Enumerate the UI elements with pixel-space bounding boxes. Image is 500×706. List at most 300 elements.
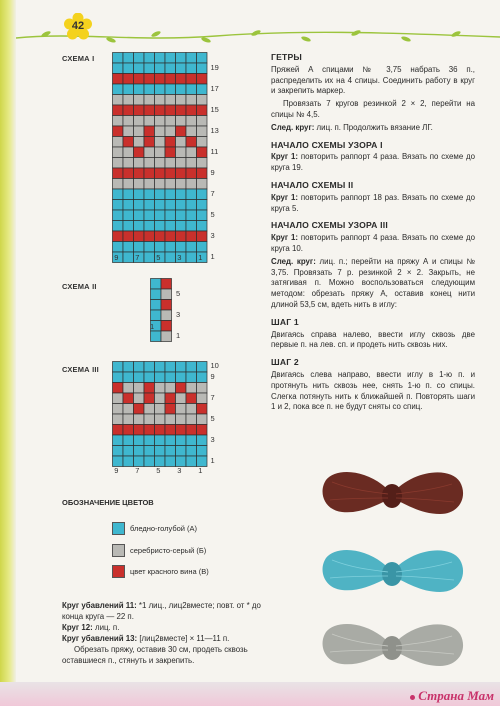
schema1-cell: [197, 200, 208, 211]
row-number: 3: [210, 434, 215, 444]
schema3-cell: [197, 425, 208, 436]
schema1-cell: [134, 74, 145, 85]
schema3-cell: [144, 362, 155, 373]
schema1-cell: [165, 158, 176, 169]
schema1-cell: [186, 231, 197, 242]
schema3-cell: [165, 435, 176, 446]
schema1-start-text: Круг 1: повторить раппорт 4 раза. Вязать по схеме до круга 19.: [271, 152, 475, 173]
schema1-cell: [144, 231, 155, 242]
schema1-cell: [113, 158, 124, 169]
schema1-cell: [134, 53, 145, 64]
schema1-cell: [134, 210, 145, 221]
schema3-cell: [155, 362, 166, 373]
step2-heading: ШАГ 2: [271, 357, 299, 368]
schema1-cell: [113, 242, 124, 253]
schema1-cell: [134, 221, 145, 232]
schema1-cell: [186, 179, 197, 190]
schema1-cell: [123, 242, 134, 253]
schema3-cell: [144, 456, 155, 467]
schema1-cell: [186, 200, 197, 211]
schema1-cell: [155, 137, 166, 148]
schema3-cell: [123, 372, 134, 383]
page-number: 42: [71, 20, 85, 32]
schema1-cell: [186, 242, 197, 253]
col-number: 9: [114, 253, 119, 262]
schema3-cell: [113, 435, 124, 446]
schema1-cell: [197, 63, 208, 74]
col-number: 3: [177, 253, 182, 262]
schema3-cell: [113, 414, 124, 425]
schema3-cell: [186, 383, 197, 394]
schema1-cell: [144, 210, 155, 221]
schema1-cell: [144, 147, 155, 158]
schema3-next-text: След. круг: лиц. п.; перейти на пряжу А и спицы № 3,75. Провязать 7 р. резинкой 2 × 2. Закрыть, не затягивая п. Можно воспользоваться следующим методом: обрезать пряжу А, оставив конец нити длиной 53,5 см, вдеть нить в иглу:: [271, 256, 475, 309]
schema3-cell: [155, 456, 166, 467]
schema1-cell: [113, 221, 124, 232]
schema3-cell: [113, 383, 124, 394]
book-page: 42 СХЕМА I 19 17 15 13 11 9 7 5 3 1 9 7 5 3 1 СХЕМА II 5 3 1 1 СХЕМА III 10 9 7 5 3 1 9 7 5 3 1 ОБОЗНАЧЕНИЕ ЦВЕТОВ бледно-голубой (А) серебристо-серый (Б) цвет красного вина (В) ГЕТРЫ Пряжей А спицами № 3,75 набрать 36 п., распределить их на 4 спицы. Соединить работу в круг и закрепить маркер. Провязать 7 кругов резинкой 2 × 2, перейти на спицы № 4,5. След. круг: лиц. п. Продолжить вязание ЛГ. НАЧАЛО СХЕМЫ УЗОРА I Круг 1: повторить раппорт 4 раза. Вязать по схеме до круга 19. НАЧАЛО СХЕМЫ II Круг 1: повторить раппорт 18 раз. Вязать по схеме до круга 5. НАЧАЛО СХЕМЫ УЗОРА III Круг 1: повторить раппорт 4 раза. Вязать по схеме до круга 10. След. круг: лиц. п.; перейти на пряжу А и спицы № 3,75. Провязать 7 р. резинкой 2 × 2. Закрыть, не затягивая п. Можно воспользоваться следующим методом: обрезать пряжу А, оставив конец нити длиной 53,5 см, вдеть нить в иглу: ШАГ 1 Двигаясь справа налево, ввести иглу сквозь две первые п. на лев. сп. и продеть нить сквозь них. ШАГ 2 Двигаясь слева направо, ввести иглу в 1-ю п. и протянуть нить сквозь нее, снять 1-ю п. со спицы. Слегка потянуть нить к ближайшей п. Повторять шаги 1 и 2, пока все п. не будут сняты со спиц. Круг убавлений 11: *1 лиц., лиц2вместе; повт. от * до конца круга — 22 п. Круг 12: лиц. п. Круг убавлений 13: [лиц2вместе] × 11—11 п. Обрезать пряжу, оставив 30 см, продеть сквозь оставшиеся п., стянуть и закрепить. Страна Мам: [0, 0, 500, 706]
schema1-cell: [144, 116, 155, 127]
decrease-round-11: Круг убавлений 11: *1 лиц., лиц2вместе; повт. от * до конца круга — 22 п.: [62, 601, 261, 621]
schema1-cell: [144, 137, 155, 148]
schema1-cell: [134, 116, 145, 127]
schema1-cell: [134, 158, 145, 169]
row-number: 7: [210, 188, 215, 198]
schema3-cell: [165, 425, 176, 436]
schema1-cell: [165, 53, 176, 64]
schema1-cell: [186, 147, 197, 158]
col-number: 9: [114, 466, 119, 475]
schema1-cell: [134, 200, 145, 211]
schema1-cell: [186, 158, 197, 169]
schema3-grid: [112, 361, 208, 467]
schema1-cell: [165, 116, 176, 127]
schema1-cell: [134, 126, 145, 137]
schema1-cell: [123, 126, 134, 137]
schema3-cell: [113, 372, 124, 383]
schema3-cell: [134, 414, 145, 425]
schema1-cell: [144, 126, 155, 137]
schema3-cell: [144, 414, 155, 425]
getry-heading: ГЕТРЫ: [271, 52, 302, 62]
schema3-cell: [134, 435, 145, 446]
schema1-cell: [197, 126, 208, 137]
schema1-cell: [176, 231, 187, 242]
schema1-cell: [134, 147, 145, 158]
schema1-cell: [113, 231, 124, 242]
row-number: 3: [210, 230, 215, 240]
schema1-cell: [197, 105, 208, 116]
schema3-cell: [186, 456, 197, 467]
schema1-cell: [134, 179, 145, 190]
schema2-start-text: Круг 1: повторить раппорт 18 раз. Вязать по схеме до круга 5.: [271, 192, 475, 213]
final-instruction: Обрезать пряжу, оставив 30 см, продеть сквозь оставшиеся п., стянуть и закрепить.: [62, 645, 248, 665]
schema1-cell: [155, 147, 166, 158]
schema3-cell: [123, 425, 134, 436]
book-spine: [0, 0, 16, 706]
schema3-cell: [186, 446, 197, 457]
row-number: 1: [176, 330, 181, 340]
schema1-cell: [197, 210, 208, 221]
schema1-cell: [155, 53, 166, 64]
schema1-cell: [113, 210, 124, 221]
schema1-grid: [112, 52, 208, 263]
schema3-cell: [134, 383, 145, 394]
yarn-bows-photo: [312, 460, 472, 690]
schema1-cell: [144, 221, 155, 232]
swatch-gray: [112, 544, 125, 557]
schema1-cell: [144, 84, 155, 95]
schema3-cell: [176, 393, 187, 404]
schema1-cell: [113, 95, 124, 106]
schema1-cell: [165, 231, 176, 242]
legend-title: ОБОЗНАЧЕНИЕ ЦВЕТОВ: [62, 498, 154, 507]
schema3-cell: [113, 446, 124, 457]
schema1-cell: [165, 137, 176, 148]
schema3-cell: [123, 404, 134, 415]
schema1-cell: [176, 189, 187, 200]
schema3-cell: [134, 362, 145, 373]
schema3-cell: [155, 425, 166, 436]
schema3-cell: [134, 446, 145, 457]
schema1-cell: [123, 252, 134, 263]
schema3-cell: [155, 383, 166, 394]
schema3-cell: [197, 404, 208, 415]
schema1-cell: [165, 252, 176, 263]
schema1-cell: [113, 74, 124, 85]
col-number: 7: [135, 466, 140, 475]
schema1-cell: [197, 221, 208, 232]
schema1-cell: [176, 168, 187, 179]
schema1-cell: [144, 200, 155, 211]
schema3-cell: [113, 393, 124, 404]
schema1-cell: [123, 189, 134, 200]
schema3-cell: [176, 425, 187, 436]
schema1-cell: [134, 137, 145, 148]
schema1-cell: [155, 63, 166, 74]
page-number-badge: [64, 13, 92, 41]
schema1-cell: [113, 116, 124, 127]
col-number: 1: [198, 466, 203, 475]
schema1-cell: [186, 137, 197, 148]
schema1-title: СХЕМА I: [62, 54, 95, 63]
schema1-cell: [176, 63, 187, 74]
schema1-cell: [134, 63, 145, 74]
schema1-cell: [134, 231, 145, 242]
schema1-start-heading: НАЧАЛО СХЕМЫ УЗОРА I: [271, 139, 383, 150]
schema1-cell: [123, 147, 134, 158]
brown-bow: [323, 472, 464, 514]
row-number: 7: [210, 392, 215, 402]
schema1-cell: [123, 200, 134, 211]
row-number: 17: [210, 83, 219, 93]
row-number: 11: [210, 146, 219, 156]
row-number: 13: [210, 125, 219, 135]
schema3-cell: [134, 425, 145, 436]
schema1-cell: [155, 242, 166, 253]
schema1-cell: [155, 168, 166, 179]
schema3-cell: [165, 383, 176, 394]
row-number: 1: [210, 251, 215, 261]
schema3-cell: [123, 383, 134, 394]
schema3-cell: [197, 456, 208, 467]
schema1-cell: [197, 242, 208, 253]
round-12: Круг 12: лиц. п.: [62, 623, 120, 632]
schema3-cell: [176, 362, 187, 373]
row-number: 5: [210, 413, 215, 423]
schema2-grid: [150, 278, 172, 342]
schema3-cell: [176, 414, 187, 425]
gray-bow: [323, 624, 464, 666]
schema1-cell: [144, 158, 155, 169]
row-number: 10: [210, 361, 219, 371]
schema1-cell: [123, 84, 134, 95]
schema1-cell: [165, 126, 176, 137]
row-number: 15: [210, 104, 219, 114]
schema1-cell: [113, 105, 124, 116]
schema1-cell: [144, 242, 155, 253]
schema1-cell: [123, 74, 134, 85]
schema1-cell: [176, 200, 187, 211]
schema3-cell: [197, 383, 208, 394]
schema3-cell: [165, 414, 176, 425]
schema1-cell: [134, 95, 145, 106]
schema1-cell: [134, 105, 145, 116]
schema1-cell: [197, 53, 208, 64]
col-number: 7: [135, 253, 140, 262]
schema2-title: СХЕМА II: [62, 282, 97, 291]
schema3-cell: [134, 393, 145, 404]
schema1-cell: [144, 63, 155, 74]
col-number: 3: [177, 466, 182, 475]
schema1-cell: [186, 105, 197, 116]
schema3-cell: [176, 435, 187, 446]
schema3-cell: [134, 372, 145, 383]
schema3-cell: [155, 435, 166, 446]
schema1-cell: [165, 189, 176, 200]
schema2-cell: [161, 310, 172, 321]
schema3-start-text: Круг 1: повторить раппорт 4 раза. Вязать по схеме до круга 10.: [271, 233, 475, 253]
schema1-cell: [144, 95, 155, 106]
schema1-cell: [197, 189, 208, 200]
schema1-cell: [134, 84, 145, 95]
schema1-cell: [123, 221, 134, 232]
schema1-cell: [113, 179, 124, 190]
schema3-cell: [144, 446, 155, 457]
schema1-cell: [113, 84, 124, 95]
schema1-cell: [176, 116, 187, 127]
schema1-cell: [197, 74, 208, 85]
schema1-cell: [165, 200, 176, 211]
schema1-cell: [176, 137, 187, 148]
schema1-cell: [144, 252, 155, 263]
schema1-cell: [134, 189, 145, 200]
schema3-cell: [176, 456, 187, 467]
schema3-cell: [144, 435, 155, 446]
schema1-cell: [165, 84, 176, 95]
schema1-cell: [186, 63, 197, 74]
schema1-cell: [123, 137, 134, 148]
schema1-cell: [197, 168, 208, 179]
schema3-cell: [165, 456, 176, 467]
schema2-cell: [161, 331, 172, 342]
row-number: 5: [210, 209, 215, 219]
schema3-cell: [186, 372, 197, 383]
schema1-cell: [155, 126, 166, 137]
schema3-cell: [113, 404, 124, 415]
schema1-cell: [134, 168, 145, 179]
schema3-cell: [123, 435, 134, 446]
turquoise-bow: [323, 550, 464, 592]
schema3-cell: [123, 362, 134, 373]
schema1-cell: [144, 189, 155, 200]
schema1-cell: [155, 189, 166, 200]
schema1-cell: [186, 95, 197, 106]
schema2-cell: [151, 331, 162, 342]
row-number: 19: [210, 62, 219, 72]
schema1-cell: [165, 242, 176, 253]
schema3-title: СХЕМА III: [62, 365, 99, 374]
schema2-cell: [151, 279, 162, 290]
schema3-cell: [144, 383, 155, 394]
schema1-cell: [176, 53, 187, 64]
col-number: 5: [156, 466, 161, 475]
schema1-cell: [123, 95, 134, 106]
schema3-cell: [134, 404, 145, 415]
row-number: 9: [210, 371, 215, 381]
schema3-cell: [113, 362, 124, 373]
row-number: 1: [210, 455, 215, 465]
step1-heading: ШАГ 1: [271, 316, 299, 327]
schema2-cell: [161, 321, 172, 332]
schema1-cell: [144, 105, 155, 116]
schema1-cell: [165, 105, 176, 116]
schema1-cell: [123, 231, 134, 242]
schema1-cell: [186, 189, 197, 200]
swatch-blue: [112, 522, 125, 535]
schema1-cell: [197, 179, 208, 190]
schema1-cell: [123, 168, 134, 179]
schema1-cell: [155, 84, 166, 95]
getry-paragraph-2: Провязать 7 кругов резинкой 2 × 2, перейти на спицы № 4,5.: [271, 99, 475, 119]
schema3-cell: [155, 404, 166, 415]
step1-text: Двигаясь справа налево, ввести иглу сквозь две первые п. на лев. сп. и продеть нить сквозь них.: [271, 329, 475, 350]
row-number: 3: [176, 309, 181, 319]
schema1-cell: [134, 242, 145, 253]
schema1-cell: [176, 95, 187, 106]
schema3-cell: [186, 414, 197, 425]
schema1-cell: [176, 158, 187, 169]
schema1-cell: [123, 210, 134, 221]
schema1-cell: [197, 116, 208, 127]
schema3-cell: [186, 404, 197, 415]
schema1-cell: [186, 210, 197, 221]
schema3-cell: [144, 425, 155, 436]
schema1-cell: [113, 126, 124, 137]
schema3-cell: [176, 446, 187, 457]
schema2-start-heading: НАЧАЛО СХЕМЫ II: [271, 179, 354, 190]
schema1-cell: [176, 210, 187, 221]
schema3-cell: [144, 404, 155, 415]
schema1-cell: [123, 116, 134, 127]
schema3-cell: [186, 435, 197, 446]
schema1-cell: [155, 231, 166, 242]
schema1-cell: [113, 137, 124, 148]
schema1-cell: [186, 116, 197, 127]
schema3-cell: [197, 435, 208, 446]
schema1-cell: [197, 137, 208, 148]
schema1-cell: [155, 95, 166, 106]
schema1-cell: [165, 95, 176, 106]
schema1-cell: [197, 231, 208, 242]
schema1-cell: [113, 147, 124, 158]
schema1-cell: [176, 147, 187, 158]
schema1-cell: [123, 53, 134, 64]
schema1-cell: [155, 200, 166, 211]
schema2-cell: [151, 289, 162, 300]
schema3-cell: [197, 362, 208, 373]
schema1-cell: [113, 53, 124, 64]
schema1-cell: [165, 221, 176, 232]
schema1-cell: [155, 158, 166, 169]
schema3-cell: [113, 456, 124, 467]
schema1-cell: [155, 179, 166, 190]
schema3-cell: [113, 425, 124, 436]
schema1-cell: [186, 53, 197, 64]
schema2-cell: [161, 289, 172, 300]
schema1-cell: [165, 74, 176, 85]
schema1-cell: [123, 105, 134, 116]
schema1-cell: [123, 63, 134, 74]
schema3-cell: [144, 372, 155, 383]
decrease-round-13: Круг убавлений 13: [лиц2вместе] × 11—11 п.: [62, 634, 230, 643]
schema3-cell: [176, 404, 187, 415]
col-number: 5: [156, 253, 161, 262]
schema3-cell: [197, 393, 208, 404]
schema1-cell: [165, 63, 176, 74]
schema1-cell: [176, 126, 187, 137]
schema3-cell: [165, 446, 176, 457]
schema3-cell: [123, 414, 134, 425]
watermark: Страна Мам: [410, 688, 494, 704]
schema3-cell: [134, 456, 145, 467]
schema1-cell: [186, 252, 197, 263]
schema3-cell: [155, 414, 166, 425]
schema1-cell: [144, 168, 155, 179]
schema1-cell: [155, 210, 166, 221]
schema1-cell: [186, 126, 197, 137]
schema3-cell: [155, 446, 166, 457]
dot-icon: [410, 695, 415, 700]
getry-paragraph-3: След. круг: лиц. п. Продолжить вязание ЛГ.: [271, 122, 433, 132]
schema3-cell: [165, 404, 176, 415]
schema1-cell: [155, 116, 166, 127]
schema1-cell: [165, 168, 176, 179]
schema2-cell: [161, 300, 172, 311]
schema3-cell: [123, 456, 134, 467]
schema2-cell: [151, 300, 162, 311]
schema3-cell: [186, 393, 197, 404]
schema1-cell: [176, 242, 187, 253]
schema3-cell: [155, 372, 166, 383]
schema3-cell: [176, 383, 187, 394]
schema3-cell: [197, 414, 208, 425]
schema2-cell: [161, 279, 172, 290]
schema1-cell: [176, 179, 187, 190]
schema1-cell: [123, 158, 134, 169]
schema3-cell: [155, 393, 166, 404]
schema1-cell: [197, 147, 208, 158]
